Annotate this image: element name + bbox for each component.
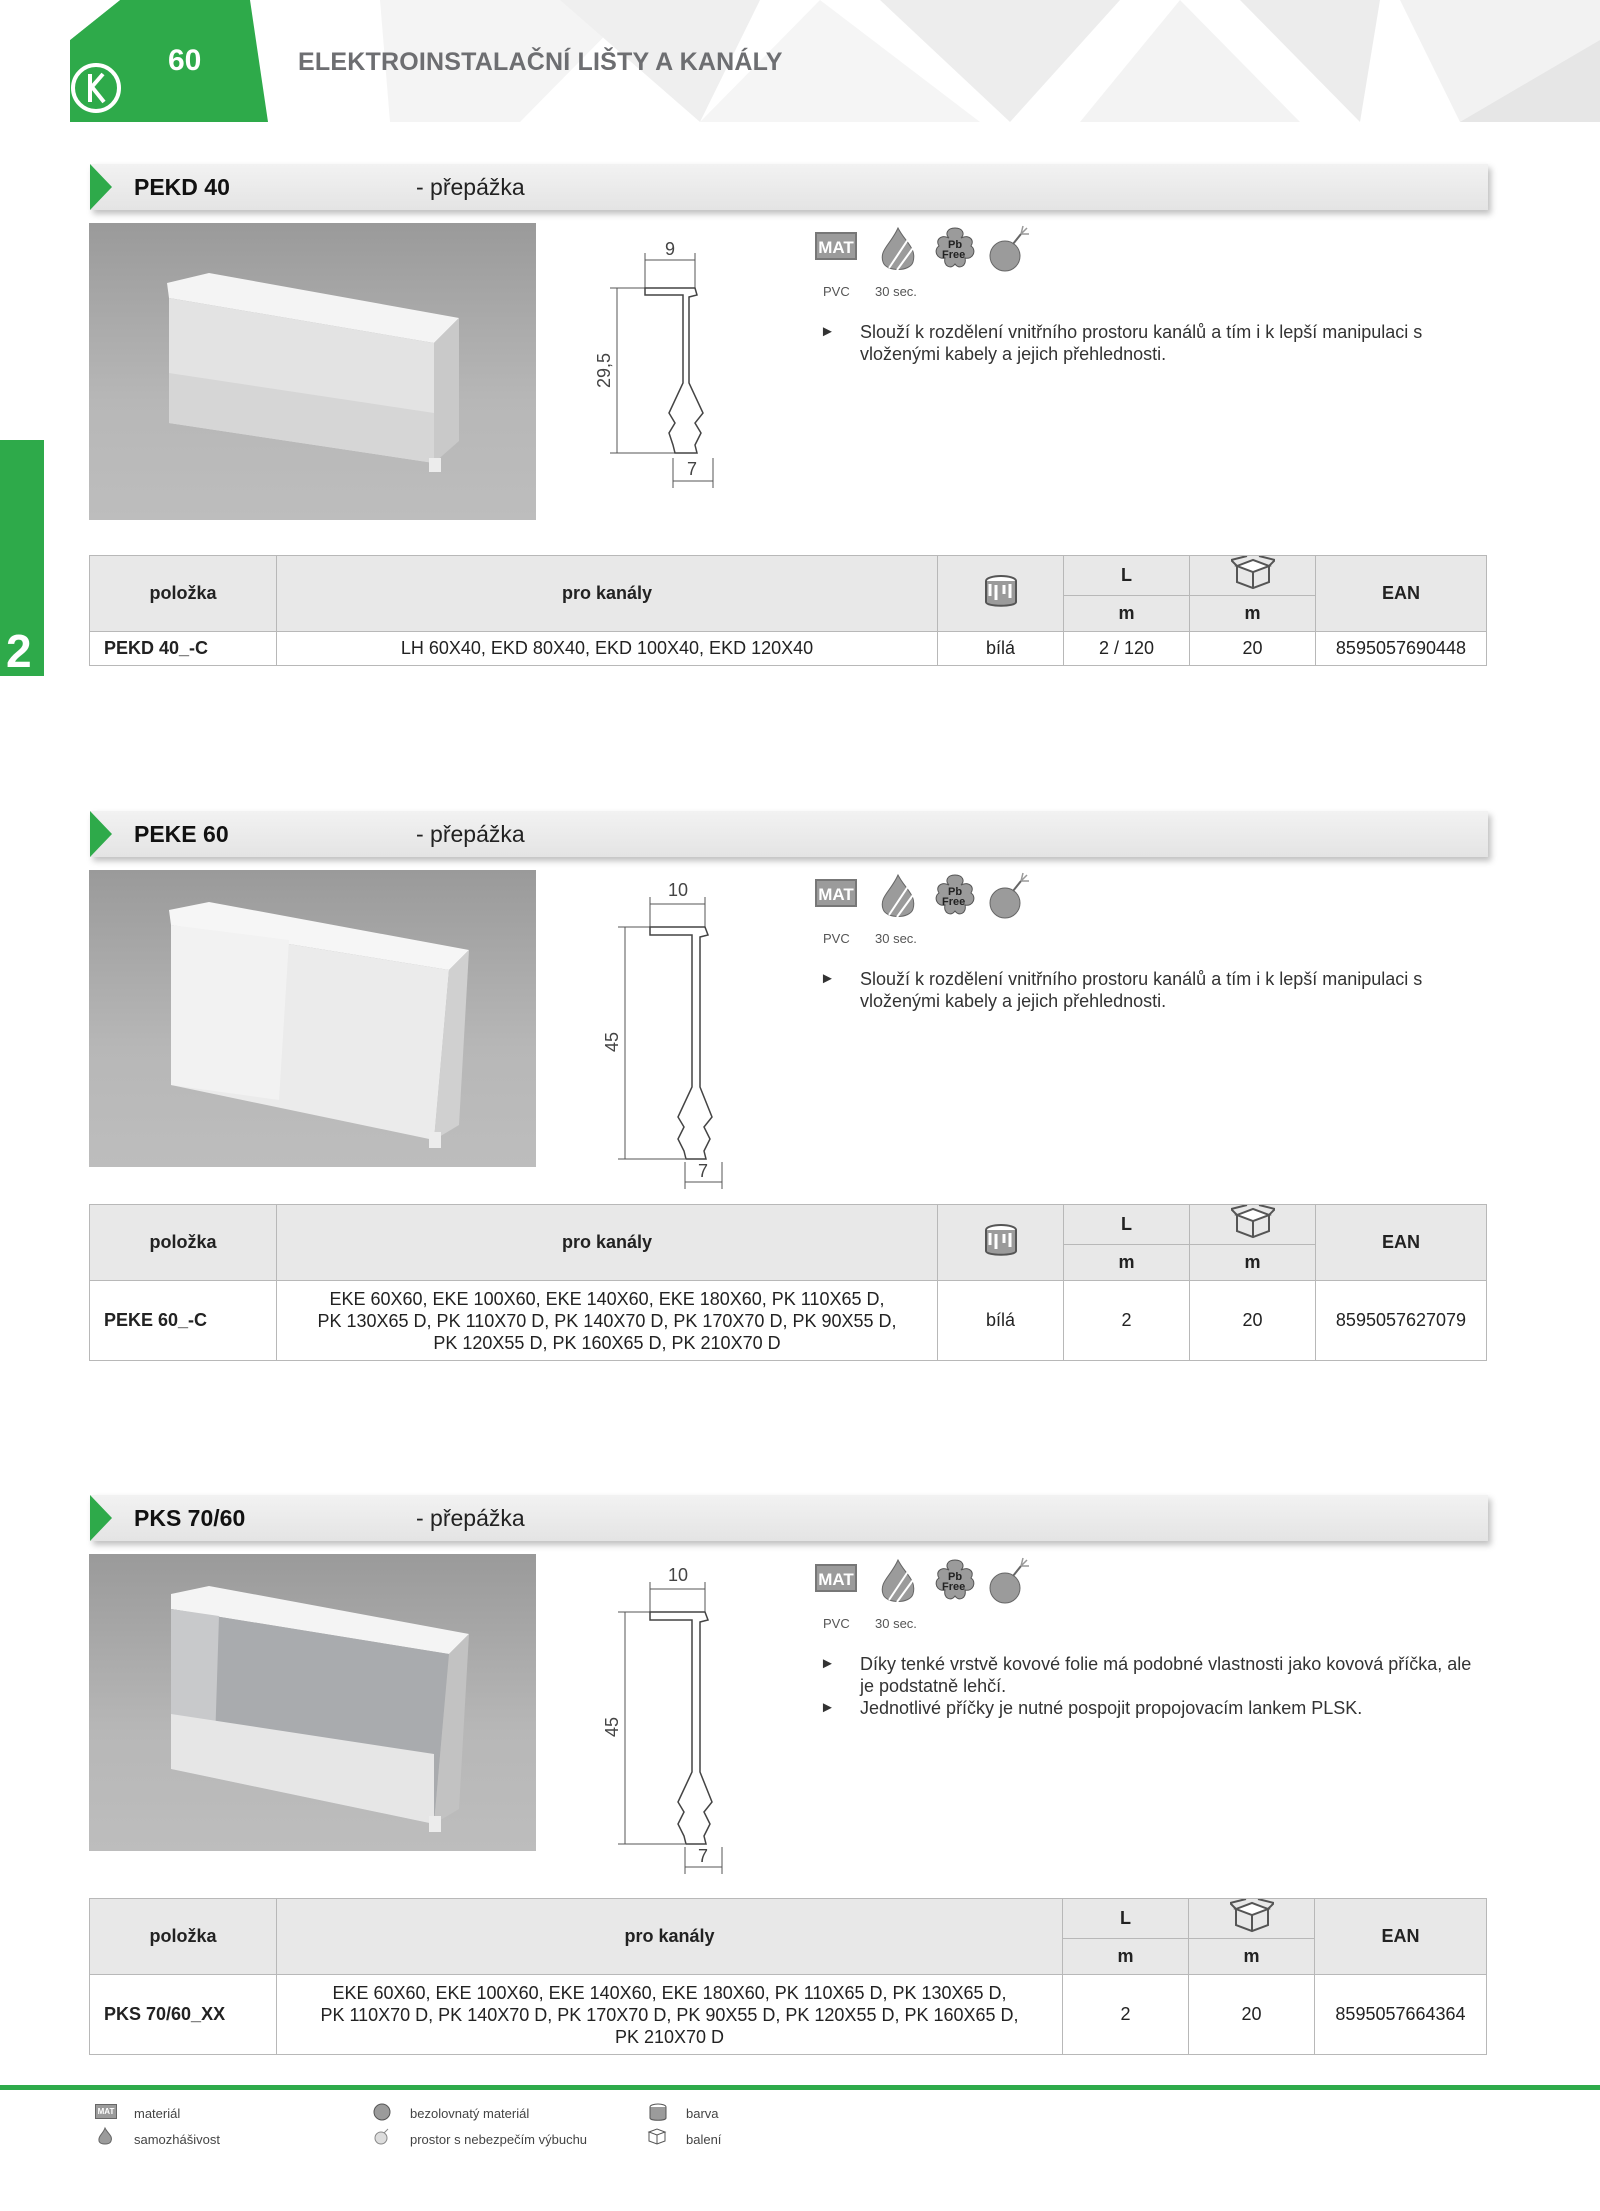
col-header-length: L [1063,1899,1189,1939]
package-box-icon [1231,556,1275,590]
cell-length: 2 [1063,1975,1189,2055]
unit-length: m [1063,1939,1189,1975]
col-header-ean: EAN [1315,1899,1487,1975]
lead-free-icon [931,1556,979,1604]
col-header-channels: pro kanály [277,1899,1063,1975]
channels-line: PK 210X70 D [614,2026,725,2047]
legend-package-icon [646,2126,668,2146]
col-header-length: L [1064,556,1190,596]
cell-ean: 8595057627079 [1316,1281,1487,1361]
channels-line: EKE 60X60, EKE 100X60, EKE 140X60, EKE 180X60, PK 110X65 D, [329,1288,885,1309]
material-icon: MAT [815,1564,857,1592]
product-bullets [820,321,1440,365]
product-photo [89,870,536,1167]
self-extinguish-label: 30 sec. [875,284,917,299]
dim-bottom-label: 7 [687,459,698,479]
cell-length: 2 / 120 [1064,632,1190,666]
channels-line: PK 130X65 D, PK 110X70 D, PK 140X70 D, PK 170X70 D, PK 90X55 D, [317,1310,897,1331]
channels-line: EKE 60X60, EKE 100X60, EKE 140X60, EKE 180X60, PK 110X65 D, PK 130X65 D, [332,1982,1007,2003]
chapter-number: 2 [6,625,32,677]
package-box-icon [1230,1899,1274,1933]
channels-line: PK 110X70 D, PK 140X70 D, PK 170X70 D, PK 90X55 D, PK 120X55 D, PK 160X65 D, [320,2004,1019,2025]
legend-explosive-label: prostor s nebezpečím výbuchu [410,2132,588,2147]
legend-material-label: materiál [134,2106,181,2121]
product-description: - přepážka [416,1505,525,1531]
profile-drawing [590,1562,730,1877]
col-header-pack [1189,1899,1315,1939]
cell-channels [277,1281,938,1361]
free-label: Free [942,896,966,908]
channels-line: PK 120X55 D, PK 160X65 D, PK 210X70 D [433,1332,781,1353]
legend-color-label: barva [686,2106,719,2121]
material-label: PVC [823,1616,850,1631]
unit-length: m [1064,1245,1190,1281]
cell-item: PEKD 40_-C [90,632,277,666]
legend-explosive-icon [372,2126,392,2146]
page-title: ELEKTROINSTALAČNÍ LIŠTY A KANÁLY [298,48,783,76]
unit-length: m [1064,596,1190,632]
col-header-channels: pro kanály [277,556,938,632]
unit-pack: m [1189,1939,1315,1975]
flame-icon [875,1556,921,1606]
product-table [89,1898,1487,2055]
product-bullets [820,1653,1480,1719]
explosive-bomb-icon [987,869,1033,923]
product-icons [815,869,1035,946]
col-header-item: položka [90,1205,277,1281]
product-table [89,1204,1487,1361]
product-header-bar [90,1495,1488,1541]
legend-lead-free-icon [372,2102,392,2122]
product-bullets [820,968,1440,1012]
material-label: PVC [823,284,850,299]
lead-free-icon [931,871,979,919]
cell-channels: LH 60X40, EKD 80X40, EKD 100X40, EKD 120X40 [277,632,938,666]
paint-bucket-icon [982,1223,1020,1257]
product-name: PEKD 40 [134,174,230,200]
product-name: PKS 70/60 [134,1505,246,1531]
self-extinguish-label: 30 sec. [875,1616,917,1631]
table-row [90,1975,1487,2055]
col-header-pack [1190,1205,1316,1245]
col-header-pack [1190,556,1316,596]
header-background [0,0,1600,122]
legend-self-extinguish-label: samozhášivost [134,2132,220,2147]
product-name: PEKE 60 [134,821,229,847]
product-photo [89,223,536,520]
icon-legend [0,2100,1600,2160]
dim-top-label: 10 [668,1565,689,1585]
table-row [90,1281,1487,1361]
legend-packaging-label: balení [686,2132,722,2147]
bullet-item: ► Slouží k rozdělení vnitřního prostoru kanálů a tím i k lepší manipulaci s vloženými kabely a jejich přehlednosti. [820,321,1440,365]
dim-height-label: 45 [602,1716,622,1737]
cell-length: 2 [1064,1281,1190,1361]
page-number: 60 [168,44,202,77]
dim-top-label: 9 [665,239,676,259]
paint-bucket-icon [982,574,1020,608]
product-photo [89,1554,536,1851]
bullet-item: ► Slouží k rozdělení vnitřního prostoru kanálů a tím i k lepší manipulaci s vloženými kabely a jejich přehlednosti. [820,968,1440,1012]
dim-height-label: 29,5 [594,352,614,388]
bullet-item: ► Jednotlivé příčky je nutné pospojit propojovacím lankem PLSK. [820,1697,1480,1719]
material-label: PVC [823,931,850,946]
col-header-color [938,1205,1064,1281]
green-arrow-icon [90,811,112,857]
cell-ean: 8595057664364 [1315,1975,1487,2055]
bullet-item: ► Díky tenké vrstvě kovové folie má podobné vlastnosti jako kovová příčka, ale je podstatně lehčí. [820,1653,1480,1697]
dim-bottom-label: 7 [698,1846,709,1866]
dim-bottom-label: 7 [698,1161,709,1181]
explosive-bomb-icon [987,1554,1033,1608]
col-header-color [938,556,1064,632]
profile-drawing [590,877,730,1192]
dim-height-label: 45 [602,1031,622,1052]
package-box-icon [1231,1205,1275,1239]
col-header-ean: EAN [1316,556,1487,632]
legend-lead-free-label: bezolovnatý materiál [410,2106,530,2121]
cell-color: bílá [938,632,1064,666]
pb-label: Pb [948,239,963,251]
page-header [0,0,1600,122]
free-label: Free [942,249,966,261]
unit-pack: m [1190,596,1316,632]
legend-paint-bucket-icon [648,2102,668,2122]
material-icon: MAT [815,879,857,907]
col-header-channels: pro kanály [277,1205,938,1281]
legend-material-icon: MAT [95,2104,117,2119]
green-arrow-icon [90,1495,112,1541]
product-description: - přepážka [416,821,525,847]
self-extinguish-label: 30 sec. [875,931,917,946]
cell-pack: 20 [1189,1975,1315,2055]
col-header-ean: EAN [1316,1205,1487,1281]
cell-ean: 8595057690448 [1316,632,1487,666]
cell-pack: 20 [1190,1281,1316,1361]
cell-channels [277,1975,1063,2055]
unit-pack: m [1190,1245,1316,1281]
pb-label: Pb [948,1571,963,1583]
profile-drawing [585,233,725,493]
footer-divider [0,2085,1600,2090]
product-header-bar [90,811,1488,857]
material-icon: MAT [815,232,857,260]
flame-icon [875,871,921,921]
green-arrow-icon [90,164,112,210]
product-header-bar [90,164,1488,210]
cell-item: PEKE 60_-C [90,1281,277,1361]
cell-pack: 20 [1190,632,1316,666]
table-row [90,632,1487,666]
cell-color: bílá [938,1281,1064,1361]
col-header-item: položka [90,1899,277,1975]
col-header-length: L [1064,1205,1190,1245]
product-description: - přepážka [416,174,525,200]
explosive-bomb-icon [987,222,1033,276]
free-label: Free [942,1581,966,1593]
col-header-item: položka [90,556,277,632]
cell-item: PKS 70/60_XX [90,1975,277,2055]
dim-top-label: 10 [668,880,689,900]
pb-label: Pb [948,886,963,898]
product-icons [815,1554,1035,1631]
product-icons [815,222,1035,299]
legend-flame-icon [96,2126,114,2146]
lead-free-icon [931,224,979,272]
flame-icon [875,224,921,274]
product-table [89,555,1487,666]
